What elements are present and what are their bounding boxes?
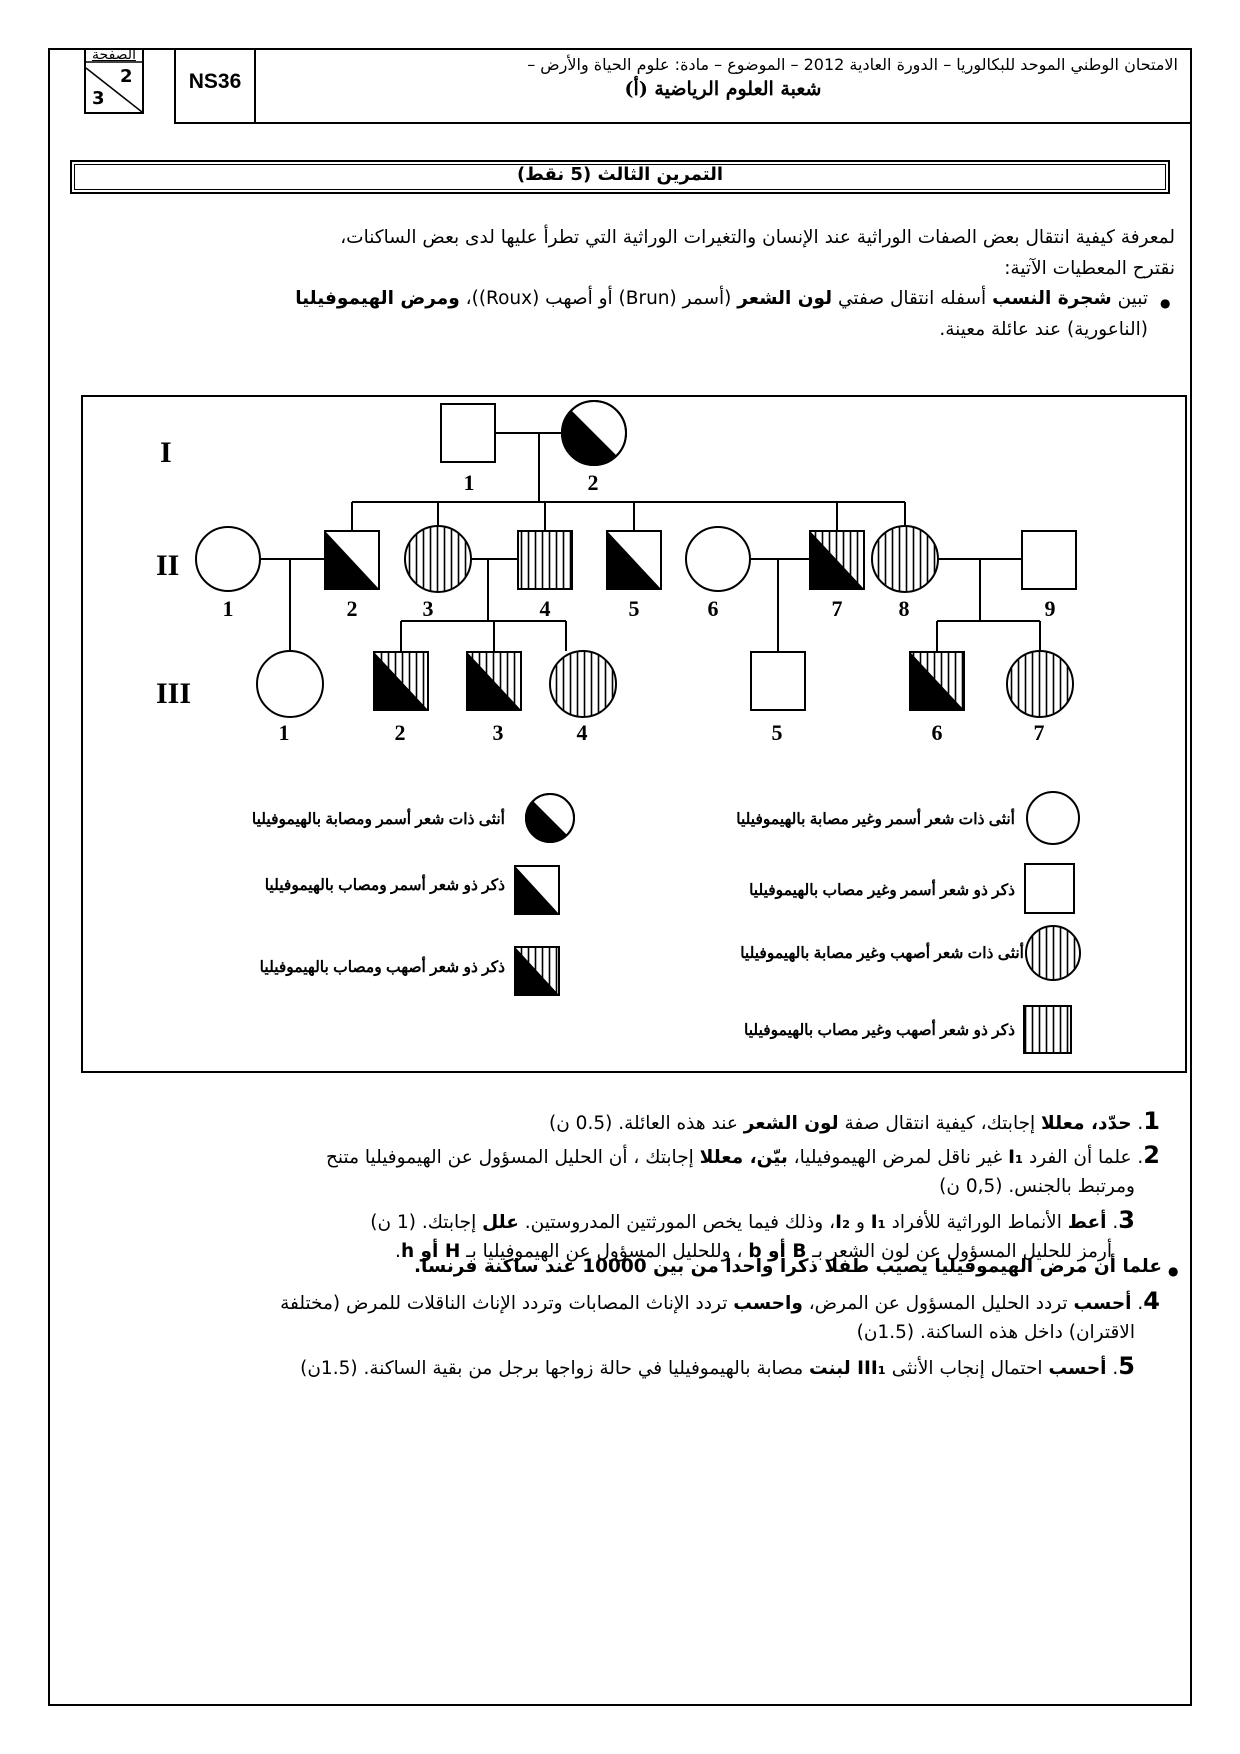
question-4-line2: الاقتران) داخل هذه الساكنة. (1.5ن) — [856, 1322, 1135, 1343]
question-3-line2: أرمز للحليل المسؤول عن لون الشعر بـ B أو b ، وللحليل المسؤول عن الهيموفيليا بـ H أو h. — [395, 1241, 1112, 1262]
III-num-5: 5 — [771, 720, 783, 745]
legend-symbol-female-red-normal — [1026, 926, 1080, 980]
II-num-7: 7 — [831, 596, 843, 621]
II4-male-red-normal — [518, 531, 572, 589]
I-num-1: 1 — [463, 470, 475, 495]
legend-symbol-female-brown-affected — [516, 784, 584, 852]
legend-male-brown-affected: ذكر ذو شعر أسمر ومصاب بالهيموفيليا — [264, 877, 505, 894]
legend-symbol-female-brown-normal — [1027, 792, 1079, 844]
intro-bullet1-line2: (الناعورية) عند عائلة معينة. — [939, 319, 1148, 340]
page-current: 2 — [120, 66, 133, 87]
legend-male-brown-normal: ذكر ذو شعر أسمر وغير مصاب بالهيموفيليا — [749, 882, 1015, 899]
I1-male-brown-normal — [441, 404, 495, 462]
question-1: 1. حدّد، معللا إجابتك، كيفية انتقال صفة لون الشعر عند هذه العائلة. (0.5 ن) — [548, 1107, 1160, 1135]
III1-female-brown-normal — [257, 651, 323, 717]
II3-female-red-normal — [405, 526, 471, 592]
legend-female-brown-normal: أنثى ذات شعر أسمر وغير مصابة بالهيموفيليا — [736, 811, 1015, 828]
exam-title-line1: الامتحان الوطني الموحد للبكالوريا – الدورة العادية 2012 – الموضوع – مادة: علوم الحياة والأرض – — [527, 55, 1178, 74]
gen-label-3: III — [156, 677, 192, 710]
III4-female-red-normal — [550, 651, 616, 717]
III7-female-red-normal — [1007, 651, 1073, 717]
III-num-3: 3 — [492, 720, 504, 745]
page-label: الصفحة — [92, 47, 136, 63]
legend-symbol-male-red-normal — [1024, 1006, 1071, 1053]
intro-line1: لمعرفة كيفية انتقال بعض الصفات الوراثية عند الإنسان والتغيرات الوراثية التي تطرأ عليها لدى بعض الساكنات، — [340, 227, 1175, 248]
intro-bullet1-line1: تبين شجرة النسب أسفله انتقال صفتي لون الشعر (أسمر (Brun) أو أصهب (Roux))، ومرض الهيموفيليا — [295, 288, 1148, 309]
III-num-4: 4 — [576, 720, 588, 745]
page-total: 3 — [92, 88, 105, 109]
II9-male-brown-normal — [1022, 531, 1076, 589]
II-num-8: 8 — [898, 596, 910, 621]
III-num-6: 6 — [931, 720, 943, 745]
II-num-1: 1 — [222, 596, 234, 621]
legend-male-red-normal: ذكر ذو شعر أصهب وغير مصاب بالهيموفيليا — [744, 1022, 1015, 1039]
II2-male-brown-affected — [325, 531, 379, 589]
II-num-6: 6 — [707, 596, 719, 621]
bullet-icon: ● — [1168, 1264, 1179, 1278]
II8-female-red-normal — [872, 526, 938, 592]
II-num-4: 4 — [539, 596, 551, 621]
gen-label-1: I — [160, 436, 172, 469]
legend-female-red-normal: أنثى ذات شعر أصهب وغير مصابة بالهيموفيليا — [740, 945, 1024, 962]
II-num-9: 9 — [1044, 596, 1056, 621]
II1-female-brown-normal — [196, 527, 260, 591]
II-num-3: 3 — [422, 596, 434, 621]
intro-line2: نقترح المعطيات الآتية: — [1004, 258, 1175, 279]
question-4: 4. أحسب تردد الحليل المسؤول عن المرض، واحسب تردد الإناث المصابات وتردد الإناث الناقلات للمرض (مختلفة — [280, 1287, 1160, 1315]
bullet2: علما أن مرض الهيموفيليا يصيب طفلا ذكرا واحدا من بين 10000 عند ساكنة فرنسا. — [414, 1256, 1162, 1277]
III-num-1: 1 — [278, 720, 290, 745]
III3-male-red-affected — [467, 652, 521, 710]
exam-title-line2: شعبة العلوم الرياضية (أ) — [624, 78, 822, 100]
question-2: 2. علما أن الفرد I₁ غير ناقل لمرض الهيموفيليا، بيّن، معللا إجابتك ، أن الحليل المسؤول عن الهيموفيليا متنح — [325, 1141, 1160, 1169]
III5-male-brown-normal — [751, 652, 805, 710]
legend-symbol-male-red-affected — [515, 947, 559, 995]
gen-label-2: II — [156, 549, 180, 582]
exam-code: NS36 — [188, 70, 242, 93]
I-num-2: 2 — [587, 470, 599, 495]
legend-symbol-male-brown-affected — [515, 866, 559, 914]
II5-male-brown-affected — [607, 531, 661, 589]
legend-male-red-affected: ذكر ذو شعر أصهب ومصاب بالهيموفيليا — [259, 959, 505, 976]
III-num-7: 7 — [1033, 720, 1045, 745]
II-num-5: 5 — [628, 596, 640, 621]
question-3: 3. أعط الأنماط الوراثية للأفراد I₁ و I₂، وذلك فيما يخص المورثتين المدروستين. علل إجابتك. (1 ن) — [370, 1206, 1135, 1234]
III-num-2: 2 — [394, 720, 406, 745]
III2-male-red-affected — [374, 652, 428, 710]
II7-male-red-affected — [810, 531, 864, 589]
exercise-title: التمرين الثالث (5 نقط) — [516, 164, 724, 185]
III6-male-red-affected — [910, 652, 964, 710]
legend-symbol-male-brown-normal — [1025, 864, 1074, 913]
II6-female-brown-normal — [686, 527, 750, 591]
bullet-icon: ● — [1160, 296, 1171, 310]
legend-female-brown-affected: أنثى ذات شعر أسمر ومصابة بالهيموفيليا — [251, 811, 505, 828]
question-2-line2: ومرتبط بالجنس. (0,5 ن) — [939, 1176, 1135, 1197]
question-5: 5. أحسب احتمال إنجاب الأنثى III₁ لبنت مصابة بالهيموفيليا في حالة زواجها برجل من بقية الساكنة. (1.5ن) — [300, 1352, 1135, 1380]
II-num-2: 2 — [346, 596, 358, 621]
